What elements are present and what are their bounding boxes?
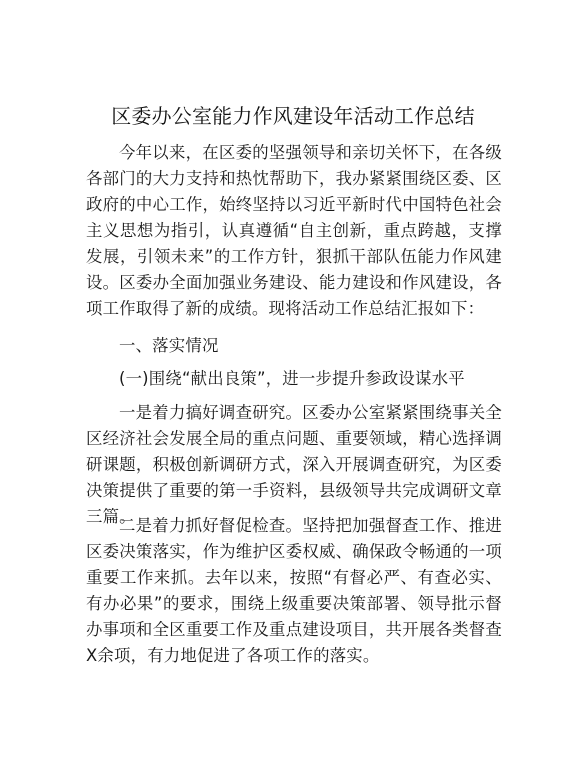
document-title: 区委办公室能力作风建设年活动工作总结 [111,104,475,128]
paragraph-intro: 今年以来，在区委的坚强领导和亲切关怀下，在各级各部门的大力支持和热忱帮助下，我办紧紧围绕区委、区政府的中心工作，始终坚持以习近平新时代中国特色社会主义思想为指引，认真遵循“自主创新，重点跨越，支撑发展，引领未来”的工作方针，狠抓干部队伍能力作风建设。区委办全面加强业务建设、能力建设和作风建设，各项工作取得了新的成绩。现将活动工作总结汇报如下： [86,143,502,318]
paragraph-supervision: 二是着力抓好督促检查。坚持把加强督查工作、推进区委决策落实，作为维护区委权威、确保政令畅通的一项重要工作来抓。去年以来，按照“有督必严、有查必实、有办必果”的要求，围绕上级重要决策部署、领导批示督办事项和全区重要工作及重点建设项目，共开展各类督查X余项，有力地促进了各项工作的落实。 [86,516,502,665]
paragraph-research: 一是着力搞好调查研究。区委办公室紧紧围绕事关全区经济社会发展全局的重点问题、重要领域，精心选择调研课题，积极创新调研方式，深入开展调查研究，为区委决策提供了重要的第一手资料，县级领导共完成调研文章三篇。 [86,403,502,526]
subsection-heading: (一)围绕“献出良策”，进一步提升参政设谋水平 [119,369,465,388]
section-heading: 一、落实情况 [119,336,219,355]
